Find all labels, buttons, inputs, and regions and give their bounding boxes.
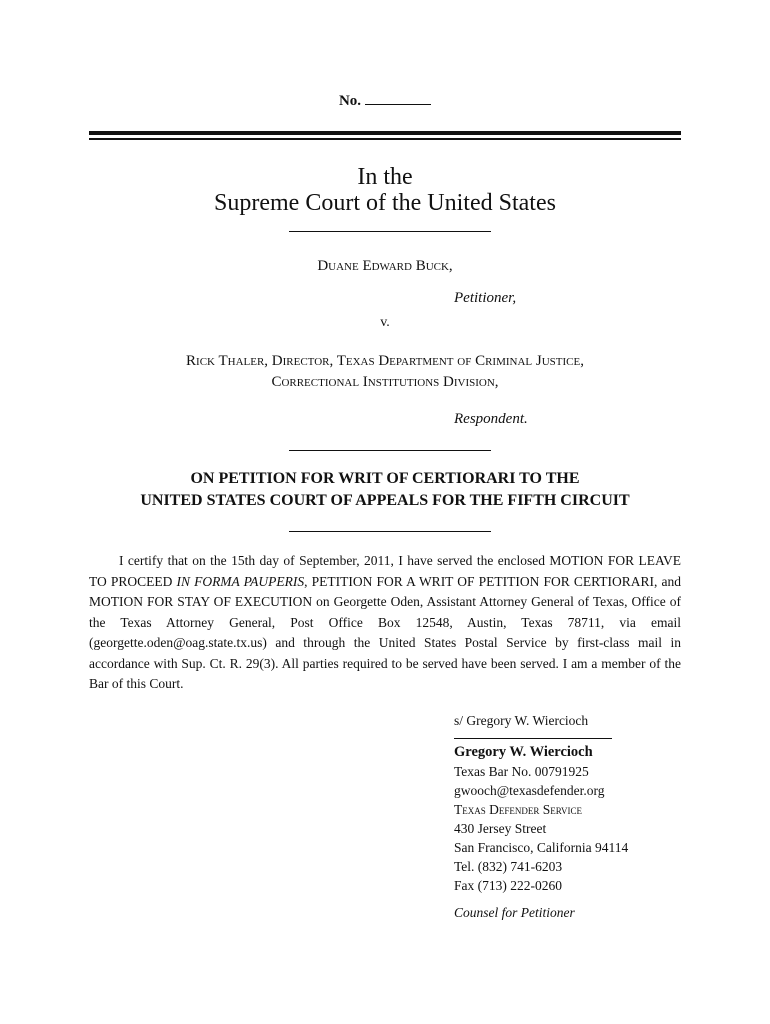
respondent-role: Respondent.	[454, 411, 528, 427]
signature-rule	[454, 738, 612, 739]
docket-label: No.	[338, 93, 362, 109]
header-rule-thin	[89, 138, 681, 140]
attorney-email: gwooch@texasdefender.org	[454, 783, 605, 798]
court-heading-in-the: In the	[357, 164, 413, 190]
court-heading-name: Supreme Court of the United States	[214, 190, 556, 216]
docket-blank-line	[365, 92, 431, 105]
petition-caption-line2: UNITED STATES COURT OF APPEALS FOR THE FIFTH CIRCUIT	[140, 492, 630, 509]
divider-rule	[289, 531, 491, 532]
fax: Fax (713) 222-0260	[454, 878, 562, 893]
petitioner-role: Petitioner,	[454, 290, 517, 306]
docket-number	[0, 92, 770, 110]
certificate-text-part1: I certify that on the 15th day of September, 2011, I have served the enclosed MOTION FOR LEAVE TO PROCEED	[89, 553, 681, 589]
respondent-name-line1: Rick Thaler, Director, Texas Department of Criminal Justice,	[186, 353, 584, 369]
petitioner-name: Duane Edward Buck,	[317, 258, 453, 274]
certificate-of-service-paragraph	[89, 551, 681, 695]
attorney-name: Gregory W. Wiercioch	[454, 744, 593, 760]
organization-name: Texas Defender Service	[454, 802, 583, 817]
certificate-text-part2: , PETITION FOR A WRIT OF PETITION FOR CERTIORARI, and MOTION FOR STAY OF EXECUTION on Georgette Oden, Assistant Attorney General of Texas, Office of the Texas Attorney General, Post Office Box 12548, Austin, Texas 78711, via email (georgette.oden@oag.state.tx.us) and through the United States Postal Service by first-class mail in accordance with Sup. Ct. R. 29(3). All parties required to be served have been served. I am a member of the Bar of this Court.	[89, 573, 681, 691]
bar-number: Texas Bar No. 00791925	[454, 764, 589, 779]
divider-rule	[289, 231, 491, 232]
versus-label: v.	[380, 315, 390, 330]
electronic-signature: s/ Gregory W. Wiercioch	[454, 713, 589, 728]
header-rule-thick	[89, 131, 681, 135]
petition-caption-line1: ON PETITION FOR WRIT OF CERTIORARI TO THE	[190, 470, 580, 487]
counsel-role: Counsel for Petitioner	[454, 905, 575, 920]
signature-block	[454, 711, 694, 922]
city-state-zip: San Francisco, California 94114	[454, 840, 629, 855]
street-address: 430 Jersey Street	[454, 821, 547, 836]
respondent-name-line2: Correctional Institutions Division,	[271, 374, 499, 390]
divider-rule	[289, 450, 491, 451]
telephone: Tel. (832) 741-6203	[454, 859, 563, 874]
certificate-text-italic: IN FORMA PAUPERIS	[176, 573, 305, 589]
